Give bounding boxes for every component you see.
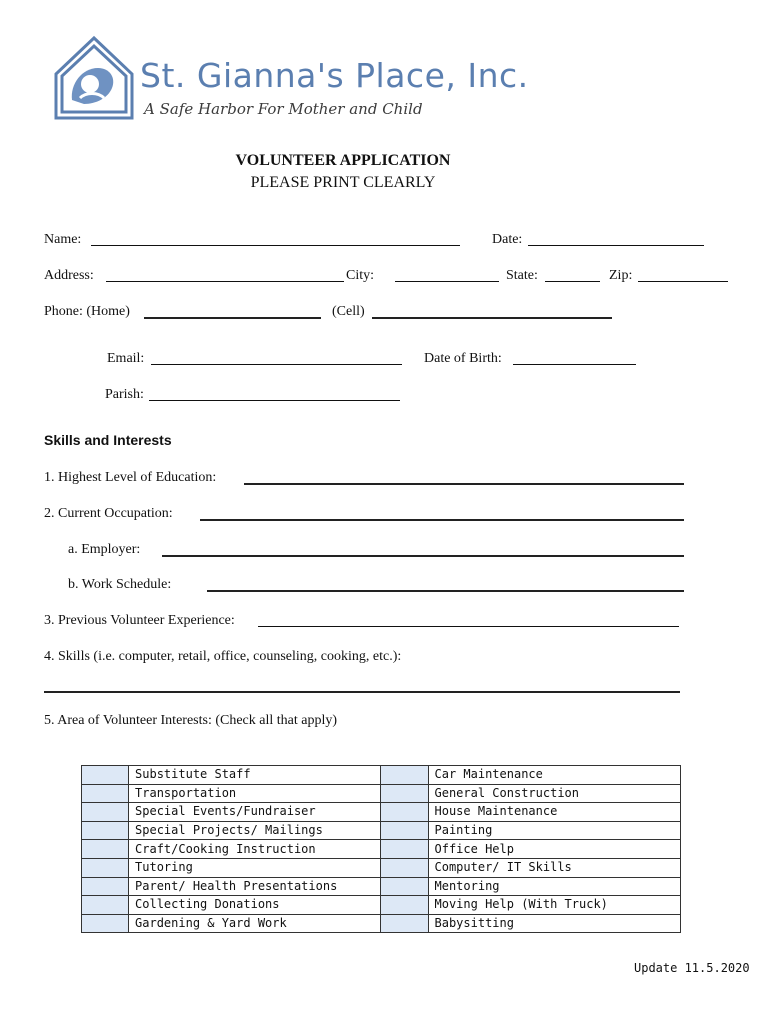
form-title: VOLUNTEER APPLICATION xyxy=(235,152,451,169)
interest-checkbox[interactable] xyxy=(82,803,129,822)
state-label: State: xyxy=(506,268,538,283)
parish-field[interactable] xyxy=(149,400,400,401)
interest-row xyxy=(82,840,681,859)
interest-checkbox[interactable] xyxy=(381,877,428,896)
interest-label: Special Projects/ Mailings xyxy=(129,821,381,840)
form-subtitle: PLEASE PRINT CLEARLY xyxy=(250,174,436,191)
occupation-label: 2. Current Occupation: xyxy=(44,506,173,521)
interests-table xyxy=(81,765,681,933)
interest-checkbox[interactable] xyxy=(381,914,428,933)
date-field[interactable] xyxy=(528,245,704,246)
employer-label: a. Employer: xyxy=(68,542,141,557)
interest-row xyxy=(82,858,681,877)
employer-field[interactable] xyxy=(162,555,684,557)
interest-checkbox[interactable] xyxy=(82,821,129,840)
dob-field[interactable] xyxy=(513,364,636,365)
interest-row xyxy=(82,766,681,785)
name-label: Name: xyxy=(44,232,82,247)
house-mother-child-logo-icon xyxy=(52,34,136,122)
dob-label: Date of Birth: xyxy=(424,351,502,366)
state-field[interactable] xyxy=(545,281,600,282)
interest-label: Parent/ Health Presentations xyxy=(129,877,381,896)
interest-label: Babysitting xyxy=(428,914,681,933)
interest-checkbox[interactable] xyxy=(82,896,129,915)
phone-home-field[interactable] xyxy=(144,317,321,319)
email-label: Email: xyxy=(107,351,145,366)
interest-row xyxy=(82,803,681,822)
email-field[interactable] xyxy=(151,364,402,365)
org-name: St. Gianna's Place, Inc. xyxy=(140,56,529,95)
interest-checkbox[interactable] xyxy=(381,784,428,803)
interest-label: Office Help xyxy=(428,840,681,859)
interest-label: Transportation xyxy=(129,784,381,803)
interest-label: Special Events/Fundraiser xyxy=(129,803,381,822)
city-field[interactable] xyxy=(395,281,499,282)
interest-checkbox[interactable] xyxy=(381,896,428,915)
interest-row xyxy=(82,877,681,896)
interest-label: Substitute Staff xyxy=(129,766,381,785)
interest-checkbox[interactable] xyxy=(82,840,129,859)
work-schedule-field[interactable] xyxy=(207,590,684,592)
interest-label: Tutoring xyxy=(129,858,381,877)
interest-row xyxy=(82,784,681,803)
interest-checkbox[interactable] xyxy=(381,821,428,840)
interest-label: Mentoring xyxy=(428,877,681,896)
interest-checkbox[interactable] xyxy=(82,858,129,877)
interest-label: Computer/ IT Skills xyxy=(428,858,681,877)
name-field[interactable] xyxy=(91,245,460,246)
parish-label: Parish: xyxy=(105,387,144,402)
zip-field[interactable] xyxy=(638,281,728,282)
phone-home-label: Phone: (Home) xyxy=(44,304,130,319)
interest-row xyxy=(82,821,681,840)
interest-checkbox[interactable] xyxy=(82,914,129,933)
skills-field[interactable] xyxy=(44,691,680,693)
work-schedule-label: b. Work Schedule: xyxy=(68,577,172,592)
volunteer-experience-field[interactable] xyxy=(258,626,679,627)
update-date: Update 11.5.2020 xyxy=(634,961,750,975)
skills-label: 4. Skills (i.e. computer, retail, office, counseling, cooking, etc.): xyxy=(44,649,402,664)
interest-checkbox[interactable] xyxy=(381,803,428,822)
interest-checkbox[interactable] xyxy=(82,877,129,896)
address-field[interactable] xyxy=(106,281,344,282)
skills-heading: Skills and Interests xyxy=(44,432,172,448)
education-label: 1. Highest Level of Education: xyxy=(44,470,217,485)
interest-checkbox[interactable] xyxy=(82,784,129,803)
interest-label: Car Maintenance xyxy=(428,766,681,785)
zip-label: Zip: xyxy=(609,268,633,283)
education-field[interactable] xyxy=(244,483,684,485)
interest-checkbox[interactable] xyxy=(381,840,428,859)
interests-label: 5. Area of Volunteer Interests: (Check all that apply) xyxy=(44,713,338,728)
interest-row xyxy=(82,914,681,933)
interest-checkbox[interactable] xyxy=(82,766,129,785)
interest-label: Moving Help (With Truck) xyxy=(428,896,681,915)
interest-checkbox[interactable] xyxy=(381,858,428,877)
interest-checkbox[interactable] xyxy=(381,766,428,785)
interest-label: Painting xyxy=(428,821,681,840)
volunteer-experience-label: 3. Previous Volunteer Experience: xyxy=(44,613,235,628)
date-label: Date: xyxy=(492,232,523,247)
interest-label: House Maintenance xyxy=(428,803,681,822)
interest-label: Collecting Donations xyxy=(129,896,381,915)
cell-field[interactable] xyxy=(372,317,612,319)
interest-row xyxy=(82,896,681,915)
address-label: Address: xyxy=(44,268,94,283)
city-label: City: xyxy=(346,268,375,283)
interest-label: General Construction xyxy=(428,784,681,803)
cell-label: (Cell) xyxy=(332,304,365,319)
org-tagline: A Safe Harbor For Mother and Child xyxy=(144,100,423,118)
interest-label: Craft/Cooking Instruction xyxy=(129,840,381,859)
interest-label: Gardening & Yard Work xyxy=(129,914,381,933)
occupation-field[interactable] xyxy=(200,519,684,521)
